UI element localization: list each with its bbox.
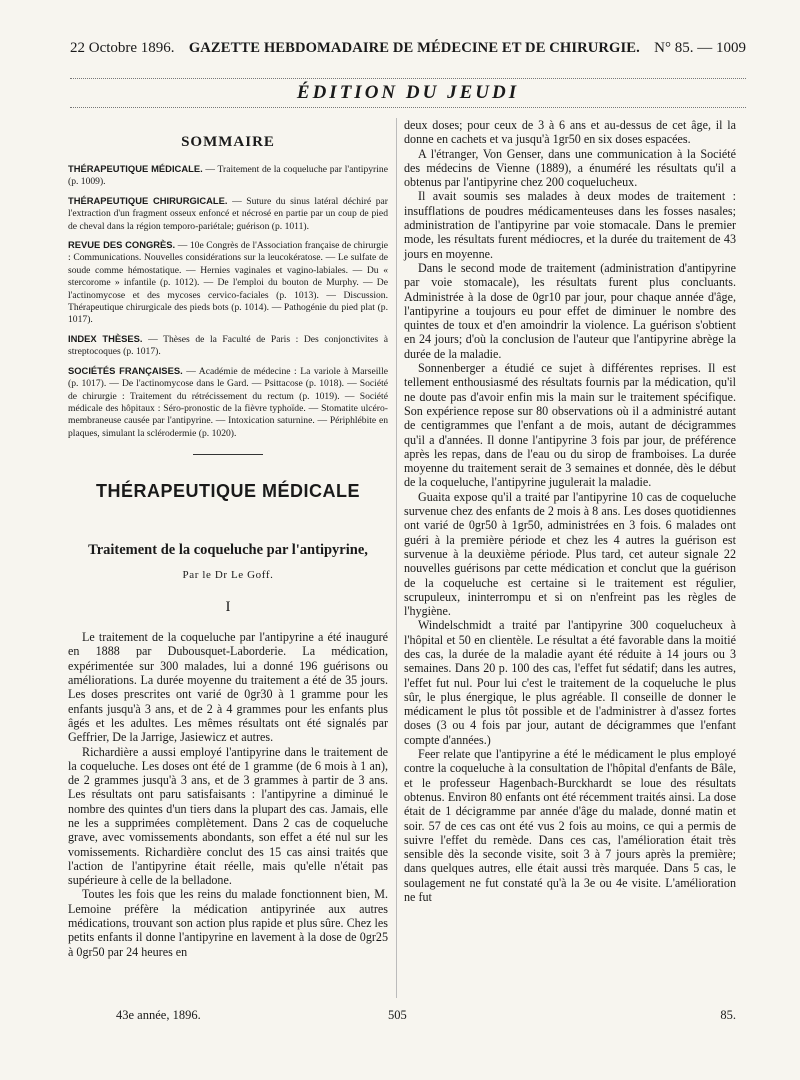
article-paragraph: Sonnenberger a étudié ce sujet à différentes reprises. Il est tellement enthousiasmé des résultats fournis par la médication, qu'il ne doute pas d'avoir enfin mis la main sur le traitement spécifique. Son expérience repose sur 80 observations où il a administré autant de centigrammes que l'enfant a de mois, autant de décigrammes qu'il a d'années. Il donne l'antipyrine 3 fois par jour, de préférence après les repas, dans de l'eau ou du sirop de framboises. La durée moyenne du traitement serait de 3 semaines et donnée, dès le début de la coqueluche, l'antipyrine jugulerait la maladie. bbox=[404, 361, 736, 490]
sommaire-title: SOMMAIRE bbox=[181, 134, 275, 150]
article-paragraph: Toutes les fois que les reins du malade fonctionnent bien, M. Lemoine préfère la médication antipyrinée aux autres médications, trouvant son action plus rapide et plus sûre. Chez les petits enfants il donne l'antipyrine en lavement à la dose de 0gr25 à 0gr50 par 24 heures en bbox=[68, 887, 388, 959]
article-paragraph: A l'étranger, Von Genser, dans une communication à la Société des médecins de Vienne (1889), a énuméré les résultats qu'il a obtenus par l'antipyrine chez 200 coquelucheux. bbox=[404, 146, 736, 190]
article-paragraph: Windelschmidt a traité par l'antipyrine 300 coquelucheux à l'hôpital et 50 en clientèle. Le résultat a été favorable dans la moitié des cas, la durée de la maladie ayant été réduite à 14 jours ou 3 semaines. Dans 20 p. 100 des cas, l'effet fut sédatif; dans les autres, l'effet fut nul. Pour lui c'est le traitement de la coqueluche le plus sûr, le plus énergique, le plus agréable. Il conseille de donner le médicament le plus tôt possible et de l'administrer à d'assez fortes doses (3 ou 4 fois par jour, autant de décigrammes que l'enfant compte d'années.) bbox=[404, 618, 736, 747]
sommaire-entry-heading: SOCIÉTÉS FRANÇAISES. bbox=[68, 364, 183, 376]
sommaire-entry-heading: THÉRAPEUTIQUE MÉDICALE. bbox=[68, 163, 203, 174]
journal-title: GAZETTE HEBDOMADAIRE DE MÉDECINE ET DE CHIRURGIE. bbox=[188, 40, 640, 56]
article-paragraph: Feer relate que l'antipyrine a été le médicament le plus employé contre la coqueluche à la consultation de l'hôpital d'enfants de Bâle, et le professeur Hagenbach-Burckhardt se loue des résultats obtenus. Environ 80 enfants ont été récemment traités ainsi. La dose était de 1 décigramme par année d'âge du malade, donné matin et soir. 57 de ces cas ont été vus 2 fois au moins, ce qui a permis de suivre l'effet du remède. Dans ces cas, l'amélioration était très sensible dès la seconde visite, soit 3 à 7 jours après la première; dans quelques autres, elle était aussi très marquée. Dans 5 cas, le soulagement ne fut constaté qu'à la 3e ou 4e visite. L'amélioration ne fut bbox=[404, 747, 736, 905]
sommaire-entry-text: — Académie de médecine : La variole à Marseille (p. 1017). — De l'actinomycose dans le Gard. — Psittacose (p. 1018). — Société de chirurgie : Traitement du rétrécissement du rectum (p. 1019). — Société médicale des hôpitaux : Séro-pronostic de la fièvre typhoïde. — Stomatite ulcéro-membraneuse causée par l'antipyrine. — Intoxication saturnine. — Périphlébite en plaques, simulant la sclérodermie (p. 1020). bbox=[68, 365, 388, 439]
sommaire-entry bbox=[68, 163, 388, 189]
issue-number: N° 85. — 1009 bbox=[654, 40, 746, 56]
sommaire-entry bbox=[68, 365, 388, 440]
left-column bbox=[68, 118, 388, 959]
right-column bbox=[404, 118, 736, 904]
sommaire-entry-text: — Traitement de la coqueluche par l'antipyrine (p. 1009). bbox=[68, 164, 388, 188]
article-paragraph: Il avait soumis ses malades à deux modes de traitement : insufflations de poudres médicamenteuses dans les fosses nasales; administration de l'antipyrine par voie stomacale. Dans le premier mode, les résultats furent médiocres, et la durée du traitement de 43 jours en moyenne. bbox=[404, 189, 736, 261]
sommaire-entry-heading: INDEX THÈSES. bbox=[68, 332, 143, 344]
running-header bbox=[70, 40, 746, 62]
article-paragraph: deux doses; pour ceux de 3 à 6 ans et au-dessus de cet âge, il la donne en cachets et va jusqu'à 1gr50 en six doses espacées. bbox=[404, 118, 736, 147]
article-paragraph: Guaita expose qu'il a traité par l'antipyrine 10 cas de coqueluche survenue chez des enfants de 2 mois à 8 ans. Les doses quotidiennes ont varié de 0gr50 à 1gr50, administrées en 3 fois. 6 malades ont guéri à la première période et chez les 4 autres la guérison est survenue à la deuxième période. Plus tard, cet auteur signale 22 nouvelles guérisons par cette médication et conclut que la guérison de la coqueluche est certaine si le traitement est régulier, scrupuleux, ininterrompu et si on n'enfreint pas les règles de l'hygiène. bbox=[404, 489, 736, 619]
section-rule bbox=[193, 454, 263, 455]
article-paragraph: Dans le second mode de traitement (administration d'antipyrine par voie stomacale), les résultats furent plus concluants. Administrée à la dose de 0gr10 par jour, pour chaque année d'âge, l'antipyrine a toujours eu pour effet de diminuer le nombre des quintes de toux et d'en amoindrir la violence. La guérison s'obtient en 24 jours; d'où la conclusion de l'auteur que l'antipyrine abrège la durée de la maladie. bbox=[404, 260, 736, 361]
part-number: I bbox=[225, 599, 231, 616]
sommaire-entry bbox=[68, 195, 388, 233]
footer-volume: 43e année, 1896. bbox=[116, 1008, 201, 1022]
sommaire-entry-text: — 10e Congrès de l'Association française de chirurgie : Communications. Nouvelles considérations sur la leucokératose. — Le sulfate de soude comme hémostatique. — Hernies vaginales et vagino-labiales. — Du « stercorome » infantile (p. 1012). — De l'emploi du bouton de Murphy. — De l'actinomycose et des mycoses cervico-faciales (p. 1013). — Discussion. Thérapeutique chirurgicale des pieds bots (p. 1014). — Pathogénie du pied plat (p. 1017). bbox=[68, 240, 388, 326]
edition-banner: ÉDITION DU JEUDI bbox=[70, 78, 746, 108]
column-divider bbox=[396, 118, 397, 998]
article-byline: Par le Dr Le Goff. bbox=[182, 569, 274, 582]
footer-page-number: 505 bbox=[388, 1008, 407, 1022]
sommaire-entry-heading: THÉRAPEUTIQUE CHIRURGICALE. bbox=[68, 194, 228, 206]
article-title: Traitement de la coqueluche par l'antipyrine, bbox=[88, 542, 368, 559]
sommaire-entry-text: — Thèses de la Faculté de Paris : Des conjonctivites à streptocoques (p. 1017). bbox=[68, 333, 388, 358]
sommaire-entry bbox=[68, 239, 388, 327]
footer-issue: 85. bbox=[720, 1008, 736, 1022]
article-paragraph: Richardière a aussi employé l'antipyrine dans le traitement de la coqueluche. Les doses ont été de 1 gramme (de 6 mois à 1 an), de 2 grammes jusqu'à 3 ans, et de 3 grammes à partir de 3 ans. Les résultats ont paru satisfaisants : l'antipyrine a diminué le nombre des quintes d'un tiers dans la plupart des cas. Jamais, elle ne les a supprimées complètement. Dans 2 cas de coqueluche grave, avec vomissements abondants, son effet a été nul sur les vomissements. Richardière conclut des 15 cas ainsi traités que l'action de l'antipyrine était réelle, mais qu'elle n'était pas supérieure à celle de la belladone. bbox=[68, 744, 388, 888]
header-date: 22 Octobre 1896. bbox=[70, 40, 175, 56]
section-title: THÉRAPEUTIQUE MÉDICALE bbox=[95, 481, 360, 502]
page-footer bbox=[116, 1008, 736, 1026]
sommaire-entry-heading: REVUE DES CONGRÈS. bbox=[68, 239, 176, 251]
article-paragraph: Le traitement de la coqueluche par l'antipyrine a été inauguré en 1888 par Dubousquet-Laborderie. La médication, expérimentée sur 300 malades, lui a donné 196 guérisons ou améliorations. La durée moyenne du traitement a été de 35 jours. Les doses prescrites ont varié de 0gr30 à 1 gramme pour les enfants jusqu'à 3 ans, et de 2 à 4 grammes pour les enfants plus âgés et les adultes. Les mêmes résultats ont été signalés par Geffrier, De la Jarrige, Jasiewicz et autres. bbox=[68, 630, 388, 745]
sommaire-entry-text: — Suture du sinus latéral déchiré par l'extraction d'un fragment osseux enfoncé et nécrosé en partie par un coup de pied de cheval dans la région temporo-pariétale; guérison (p. 1011). bbox=[68, 195, 388, 232]
sommaire-entry bbox=[68, 333, 388, 359]
